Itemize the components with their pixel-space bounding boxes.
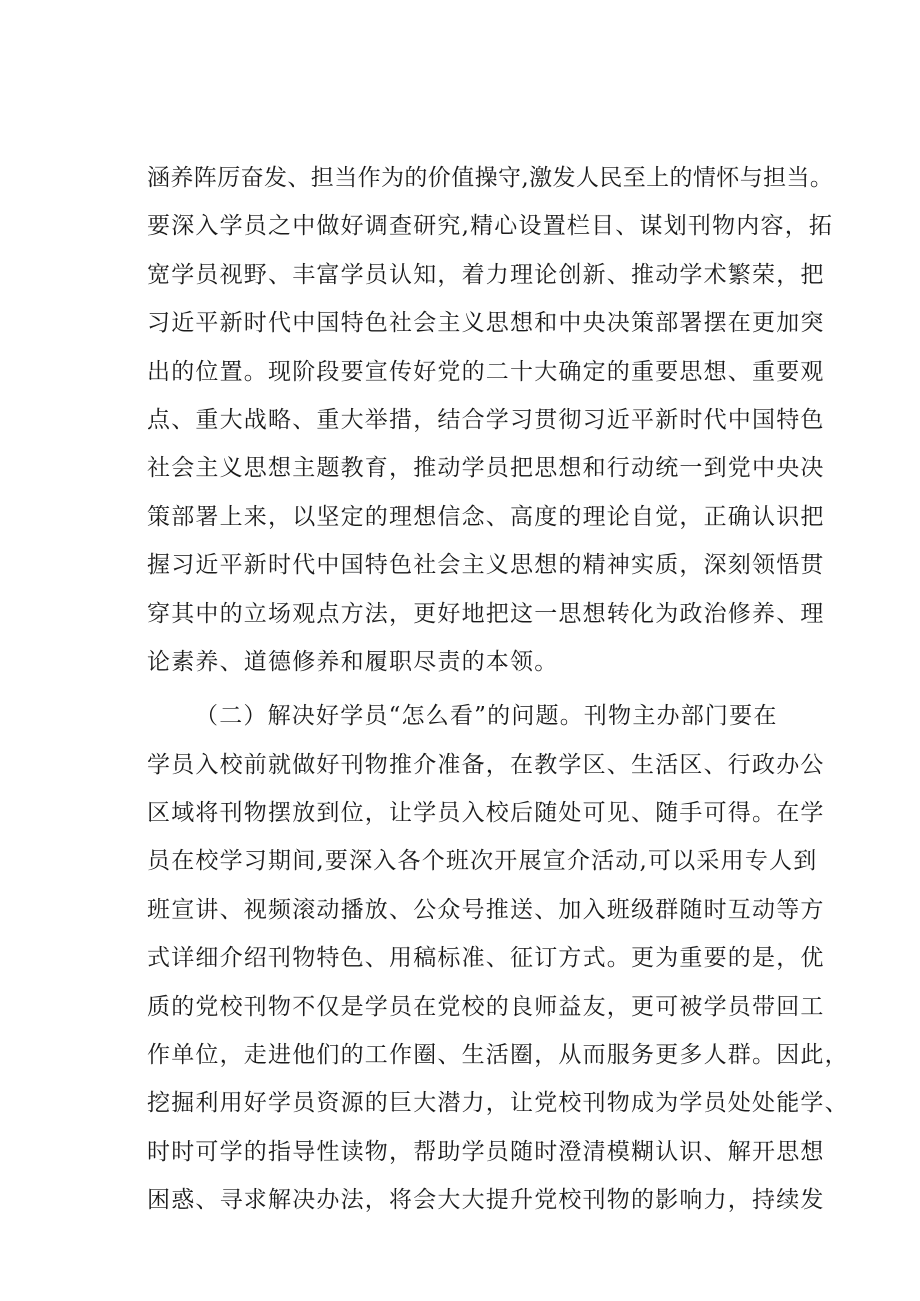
text-line: 式详细介绍刊物特色、用稿标准、征订方式。更为重要的是，优 [147, 945, 825, 972]
text-line: 社会主义思想主题教育，推动学员把思想和行动统一到党中央决 [147, 455, 825, 482]
text-line: 区域将刊物摆放到位，让学员入校后随处可见、随手可得。在学 [147, 800, 825, 827]
text-line: 时时可学的指导性读物，帮助学员随时澄清模糊认识、解开思想 [147, 1138, 825, 1165]
text-line: 穿其中的立场观点方法，更好地把这一思想转化为政治修养、理 [147, 600, 825, 627]
text-line: 涵养阵厉奋发、担当作为的价值操守,激发人民至上的情怀与担当。 [147, 165, 834, 191]
text-line: 习近平新时代中国特色社会主义思想和中央决策部署摆在更加突 [147, 310, 825, 337]
paragraph-2 [147, 692, 849, 1224]
text-line: 困惑、寻求解决办法，将会大大提升党校刊物的影响力，持续发 [147, 1187, 825, 1214]
text-line: 握习近平新时代中国特色社会主义思想的精神实质，深刻领悟贯 [147, 552, 825, 579]
text-line: 策部署上来，以坚定的理想信念、高度的理论自觉，正确认识把 [147, 503, 825, 530]
text-line: 质的党校刊物不仅是学员在党校的良师益友，更可被学员带回工 [147, 993, 825, 1020]
paragraph-1 [147, 154, 834, 686]
text-line: 出的位置。现阶段要宣传好党的二十大确定的重要思想、重要观 [147, 358, 825, 385]
text-line: 挖掘利用好学员资源的巨大潜力，让党校刊物成为学员处处能学、 [147, 1090, 849, 1117]
text-line: 作单位，走进他们的工作圈、生活圈，从而服务更多人群。因此， [147, 1042, 849, 1069]
text-line: 学员入校前就做好刊物推介准备，在教学区、生活区、行政办公 [147, 751, 825, 778]
text-line: （二）解决好学员“怎么看”的问题。刊物主办部门要在 [195, 703, 778, 730]
document-body [147, 154, 849, 1225]
text-line: 点、重大战略、重大举措，结合学习贯彻习近平新时代中国特色 [147, 406, 825, 433]
text-line: 班宣讲、视频滚动播放、公众号推送、加入班级群随时互动等方 [147, 896, 825, 923]
text-line: 员在校学习期间,要深入各个班次开展宣介活动,可以采用专人到 [147, 848, 818, 875]
text-line: 论素养、道德修养和履职尽责的本领。 [147, 648, 559, 675]
text-line: 要深入学员之中做好调查研究,精心设置栏目、谋划刊物内容，拓 [147, 213, 834, 240]
text-line: 宽学员视野、丰富学员认知，着力理论创新、推动学术繁荣，把 [147, 261, 825, 288]
